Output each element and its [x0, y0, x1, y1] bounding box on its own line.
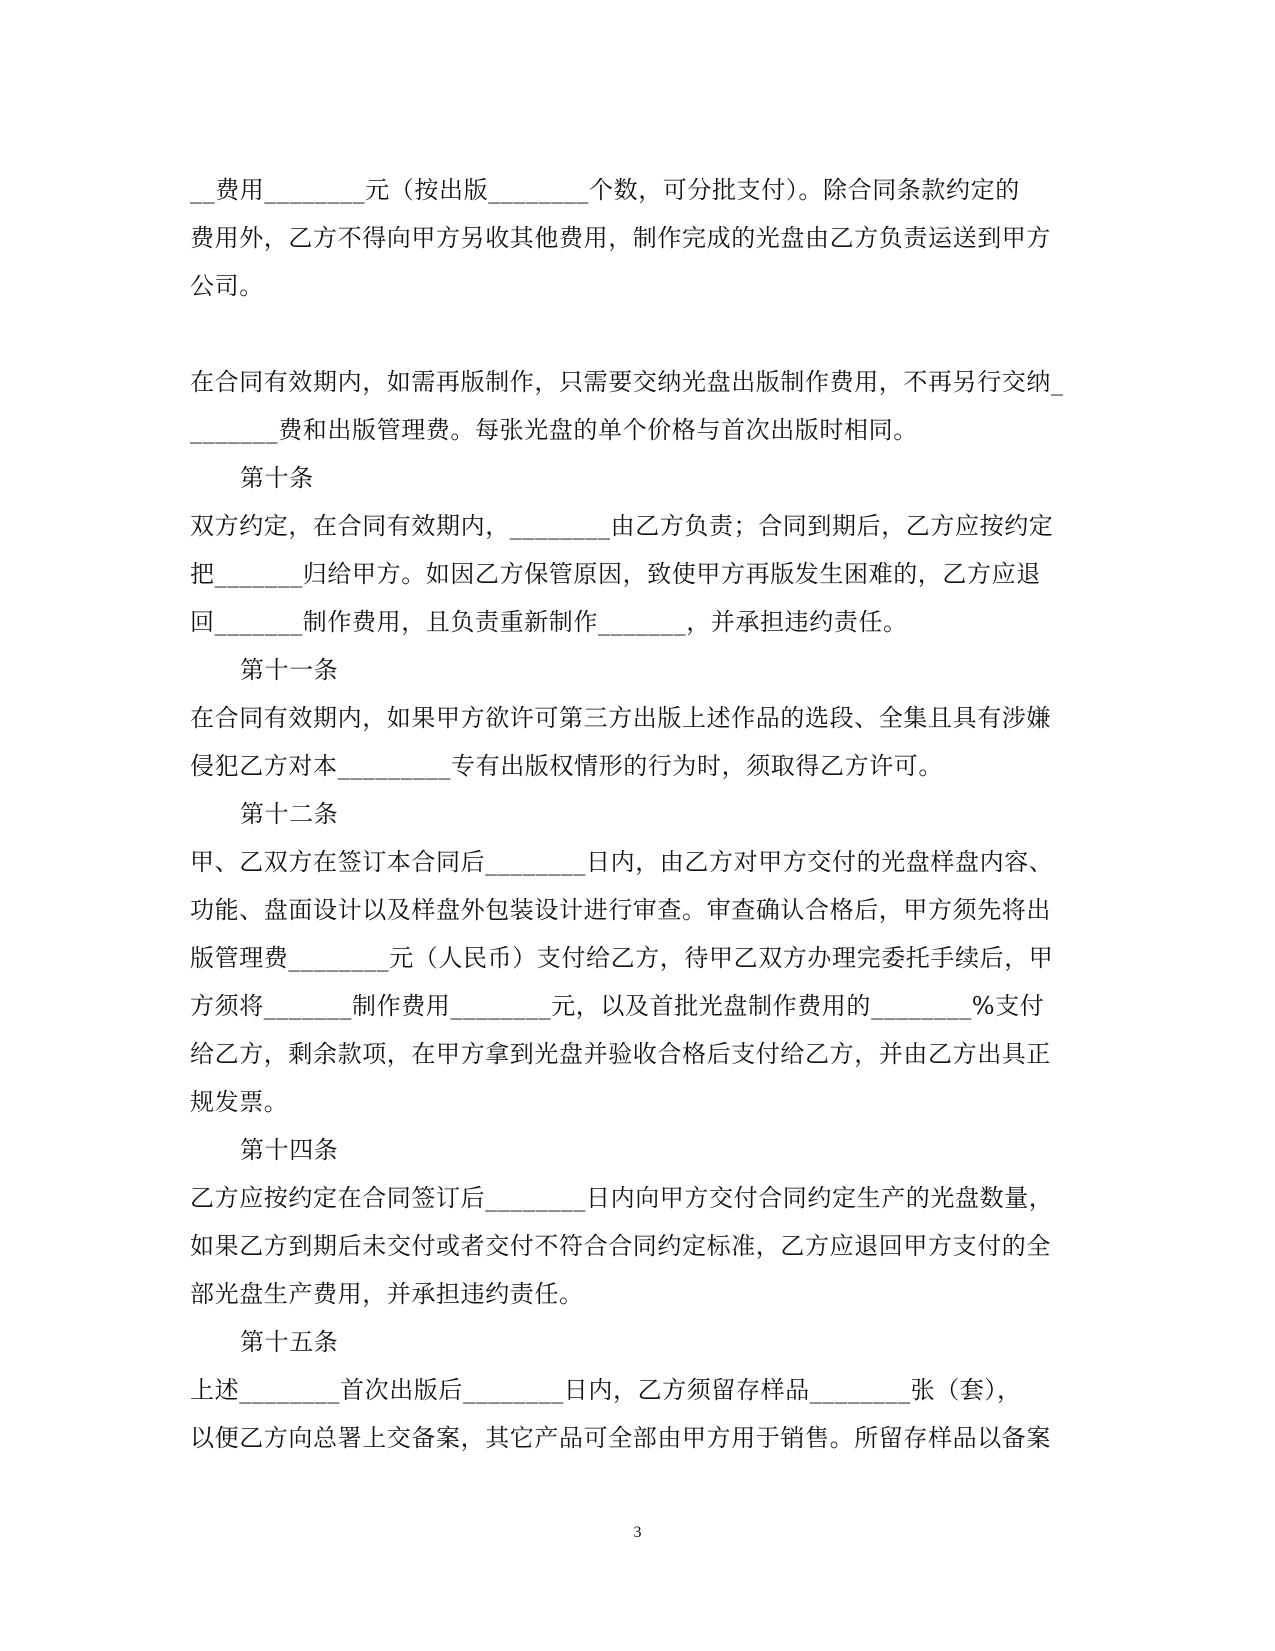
text-line: 费用外，乙方不得向甲方另收其他费用，制作完成的光盘由乙方负责运送到甲方 — [190, 224, 1051, 252]
text-line: _______费和出版管理费。每张光盘的单个价格与首次出版时相同。 — [190, 416, 918, 444]
article-heading: 第十五条 — [240, 1328, 339, 1356]
text-line: 在合同有效期内，如果甲方欲许可第三方出版上述作品的选段、全集且具有涉嫌 — [190, 704, 1051, 732]
text-line: 给乙方，剩余款项，在甲方拿到光盘并验收合格后支付给乙方，并由乙方出具正 — [190, 1040, 1051, 1068]
text-line: 乙方应按约定在合同签订后________日内向甲方交付合同约定生产的光盘数量， — [190, 1184, 1054, 1212]
text-line: 回_______制作费用，且负责重新制作_______，并承担违约责任。 — [190, 608, 908, 636]
text-line: 如果乙方到期后未交付或者交付不符合合同约定标准，乙方应退回甲方支付的全 — [190, 1232, 1051, 1260]
text-line: 功能、盘面设计以及样盘外包装设计进行审查。审查确认合格后，甲方须先将出 — [190, 896, 1051, 924]
page-number: 3 — [633, 1524, 642, 1541]
text-line: 规发票。 — [190, 1088, 289, 1116]
article-heading: 第十二条 — [240, 800, 339, 828]
text-line: __费用________元（按出版________个数，可分批支付）。除合同条款约定的 — [190, 176, 1020, 204]
blank-line — [190, 310, 1080, 358]
text-line: 双方约定，在合同有效期内，________由乙方负责；合同到期后，乙方应按约定 — [190, 512, 1054, 540]
text-line: 上述________首次出版后________日内，乙方须留存样品________张（套）， — [190, 1376, 1022, 1404]
text-line: 甲、乙双方在签订本合同后________日内，由乙方对甲方交付的光盘样盘内容、 — [190, 848, 1054, 876]
text-line: 以便乙方向总署上交备案，其它产品可全部由甲方用于销售。所留存样品以备案 — [190, 1424, 1051, 1452]
text-line: 部光盘生产费用，并承担违约责任。 — [190, 1280, 584, 1308]
text-line: 在合同有效期内，如需再版制作，只需要交纳光盘出版制作费用，不再另行交纳_ — [190, 368, 1064, 396]
text-line: 把_______归给甲方。如因乙方保管原因，致使甲方再版发生困难的，乙方应退 — [190, 560, 1041, 588]
document-body — [190, 166, 1080, 1462]
text-line: 公司。 — [190, 272, 264, 300]
article-heading: 第十一条 — [240, 656, 339, 684]
text-line: 版管理费________元（人民币）支付给乙方，待甲乙双方办理完委托手续后，甲 — [190, 944, 1054, 972]
article-heading: 第十四条 — [240, 1136, 339, 1164]
article-heading: 第十条 — [240, 464, 314, 492]
text-line: 侵犯乙方对本_________专有出版权情形的行为时，须取得乙方许可。 — [190, 752, 943, 780]
text-line: 方须将_______制作费用________元，以及首批光盘制作费用的________%支付 — [190, 992, 1045, 1020]
